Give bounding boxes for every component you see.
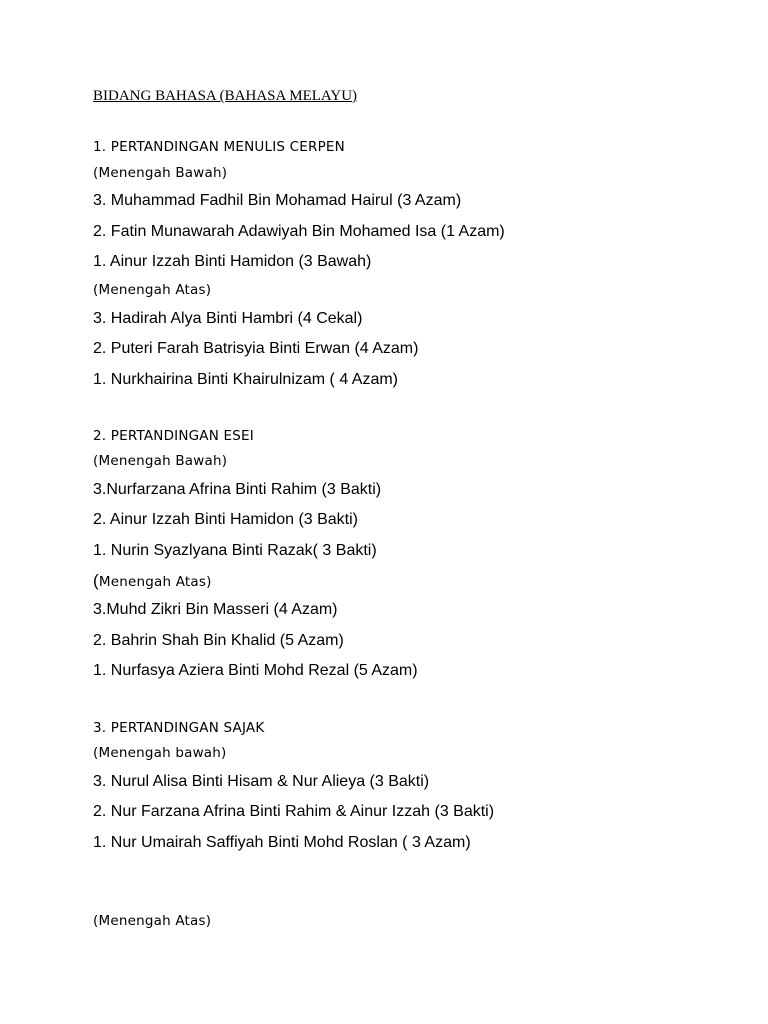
list-item: 1. Ainur Izzah Binti Hamidon (3 Bawah) <box>93 253 372 270</box>
group-label-menengah-bawah: (Menengah Bawah) <box>93 165 228 181</box>
list-item: 2. Bahrin Shah Bin Khalid (5 Azam) <box>93 632 344 649</box>
section-heading-sajak: 3. PERTANDINGAN SAJAK <box>93 720 265 736</box>
list-item: 3. Muhammad Fadhil Bin Mohamad Hairul (3 Azam) <box>93 192 462 209</box>
section-heading-esei: 2. PERTANDINGAN ESEI <box>93 428 254 444</box>
group-label-menengah-bawah: (Menengah bawah) <box>93 745 227 761</box>
list-item: 2. Puteri Farah Batrisyia Binti Erwan (4 Azam) <box>93 340 419 357</box>
list-item: 3.Muhd Zikri Bin Masseri (4 Azam) <box>93 601 338 618</box>
document-title: BIDANG BAHASA (BAHASA MELAYU) <box>93 88 358 104</box>
list-item: 2. Fatin Munawarah Adawiyah Bin Mohamed Isa (1 Azam) <box>93 223 505 240</box>
group-label-menengah-atas <box>93 571 212 591</box>
list-item: 3. Hadirah Alya Binti Hambri (4 Cekal) <box>93 310 363 327</box>
group-label-menengah-bawah: (Menengah Bawah) <box>93 453 228 469</box>
section-heading-cerpen: 1. PERTANDINGAN MENULIS CERPEN <box>93 139 345 155</box>
list-item: 1. Nur Umairah Saffiyah Binti Mohd Roslan ( 3 Azam) <box>93 834 471 851</box>
group-label-text: Menengah Atas) <box>98 574 212 590</box>
group-label-menengah-atas: (Menengah Atas) <box>93 282 212 298</box>
list-item: 3.Nurfarzana Afrina Binti Rahim (3 Bakti) <box>93 481 382 498</box>
list-item: 1. Nurkhairina Binti Khairulnizam ( 4 Azam) <box>93 371 399 388</box>
group-label-menengah-atas: (Menengah Atas) <box>93 913 212 929</box>
list-item: 1. Nurin Syazlyana Binti Razak( 3 Bakti) <box>93 542 377 559</box>
list-item: 3. Nurul Alisa Binti Hisam & Nur Alieya (3 Bakti) <box>93 773 430 790</box>
list-item: 2. Nur Farzana Afrina Binti Rahim & Ainur Izzah (3 Bakti) <box>93 803 495 820</box>
list-item: 1. Nurfasya Aziera Binti Mohd Rezal (5 Azam) <box>93 662 418 679</box>
group-label-paren: ( <box>93 571 99 590</box>
list-item: 2. Ainur Izzah Binti Hamidon (3 Bakti) <box>93 511 359 528</box>
